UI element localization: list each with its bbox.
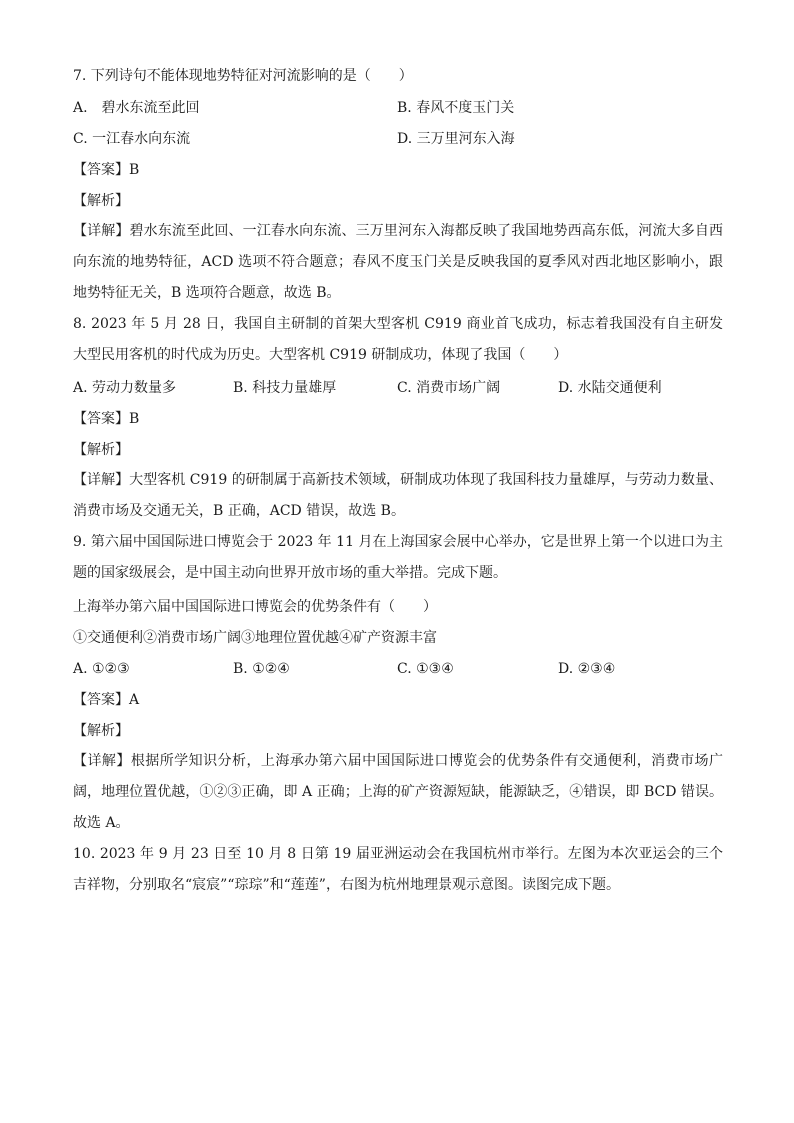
q9-detail: 【详解】根据所学知识分析，上海承办第六届中国国际进口博览会的优势条件有交通便利，消费市场广阔，地理位置优越，①②③正确，即 A 正确；上海的矿产资源短缺，能源缺乏，④错误，即 BCD 错误。故选 A。 xyxy=(73,753,723,831)
q8-option-b: B. 科技力量雄厚 xyxy=(233,380,337,396)
q7-analysis: 【解析】 xyxy=(73,193,129,209)
q7-option-c: C. 一江春水向东流 xyxy=(73,131,191,147)
q7-answer: 【答案】B xyxy=(73,162,140,178)
q8-option-a: A. 劳动力数量多 xyxy=(73,380,177,396)
q7-option-a: A. 碧水东流至此回 xyxy=(73,100,200,116)
q8-option-c: C. 消费市场广阔 xyxy=(397,380,501,396)
q7-stem: 7. 下列诗句不能体现地势特征对河流影响的是（ ） xyxy=(73,68,413,84)
q10-stem: 10. 2023 年 9 月 23 日至 10 月 8 日第 19 届亚洲运动会在我国杭州市举行。左图为本次亚运会的三个吉祥物，分别取名“宸宸”“琮琮”和“莲莲”，右图为杭州地理景观示意图。读图完成下题。 xyxy=(73,846,723,893)
q8-detail: 【详解】大型客机 C919 的研制属于高新技术领域，研制成功体现了我国科技力量雄厚，与劳动力数量、消费市场及交通无关，B 正确，ACD 错误，故选 B。 xyxy=(73,472,723,519)
q8-option-d: D. 水陆交通便利 xyxy=(558,380,662,396)
q7-option-d: D. 三万里河东入海 xyxy=(397,131,515,147)
q9-option-c: C. ①③④ xyxy=(397,661,454,677)
q9-answer: 【答案】A xyxy=(73,692,140,708)
q8-analysis: 【解析】 xyxy=(73,442,129,458)
q8-stem: 8. 2023 年 5 月 28 日，我国自主研制的首架大型客机 C919 商业首飞成功，标志着我国没有自主研发大型民用客机的时代成为历史。大型客机 C919 研制成功，体现了我国（ ） xyxy=(73,316,723,363)
q9-option-b: B. ①②④ xyxy=(233,661,290,677)
q9-analysis: 【解析】 xyxy=(73,723,129,739)
q9-option-a: A. ①②③ xyxy=(73,661,130,677)
q7-option-b: B. 春风不度玉门关 xyxy=(397,100,515,116)
q9-stem: 9. 第六届中国国际进口博览会于 2023 年 11 月在上海国家会展中心举办，它是世界上第一个以进口为主题的国家级展会，是中国主动向世界开放市场的重大举措。完成下题。 xyxy=(73,534,723,581)
q9-option-d: D. ②③④ xyxy=(558,661,616,677)
q9-sub-question: 上海举办第六届中国国际进口博览会的优势条件有（ ） xyxy=(73,599,437,615)
q9-items: ①交通便利②消费市场广阔③地理位置优越④矿产资源丰富 xyxy=(73,630,437,646)
q7-detail: 【详解】碧水东流至此回、一江春水向东流、三万里河东入海都反映了我国地势西高东低，河流大多自西向东流的地势特征，ACD 选项不符合题意；春风不度玉门关是反映我国的夏季风对西北地区影响小，跟地势特征无关，B 选项符合题意，故选 B。 xyxy=(73,223,723,301)
q8-answer: 【答案】B xyxy=(73,411,140,427)
